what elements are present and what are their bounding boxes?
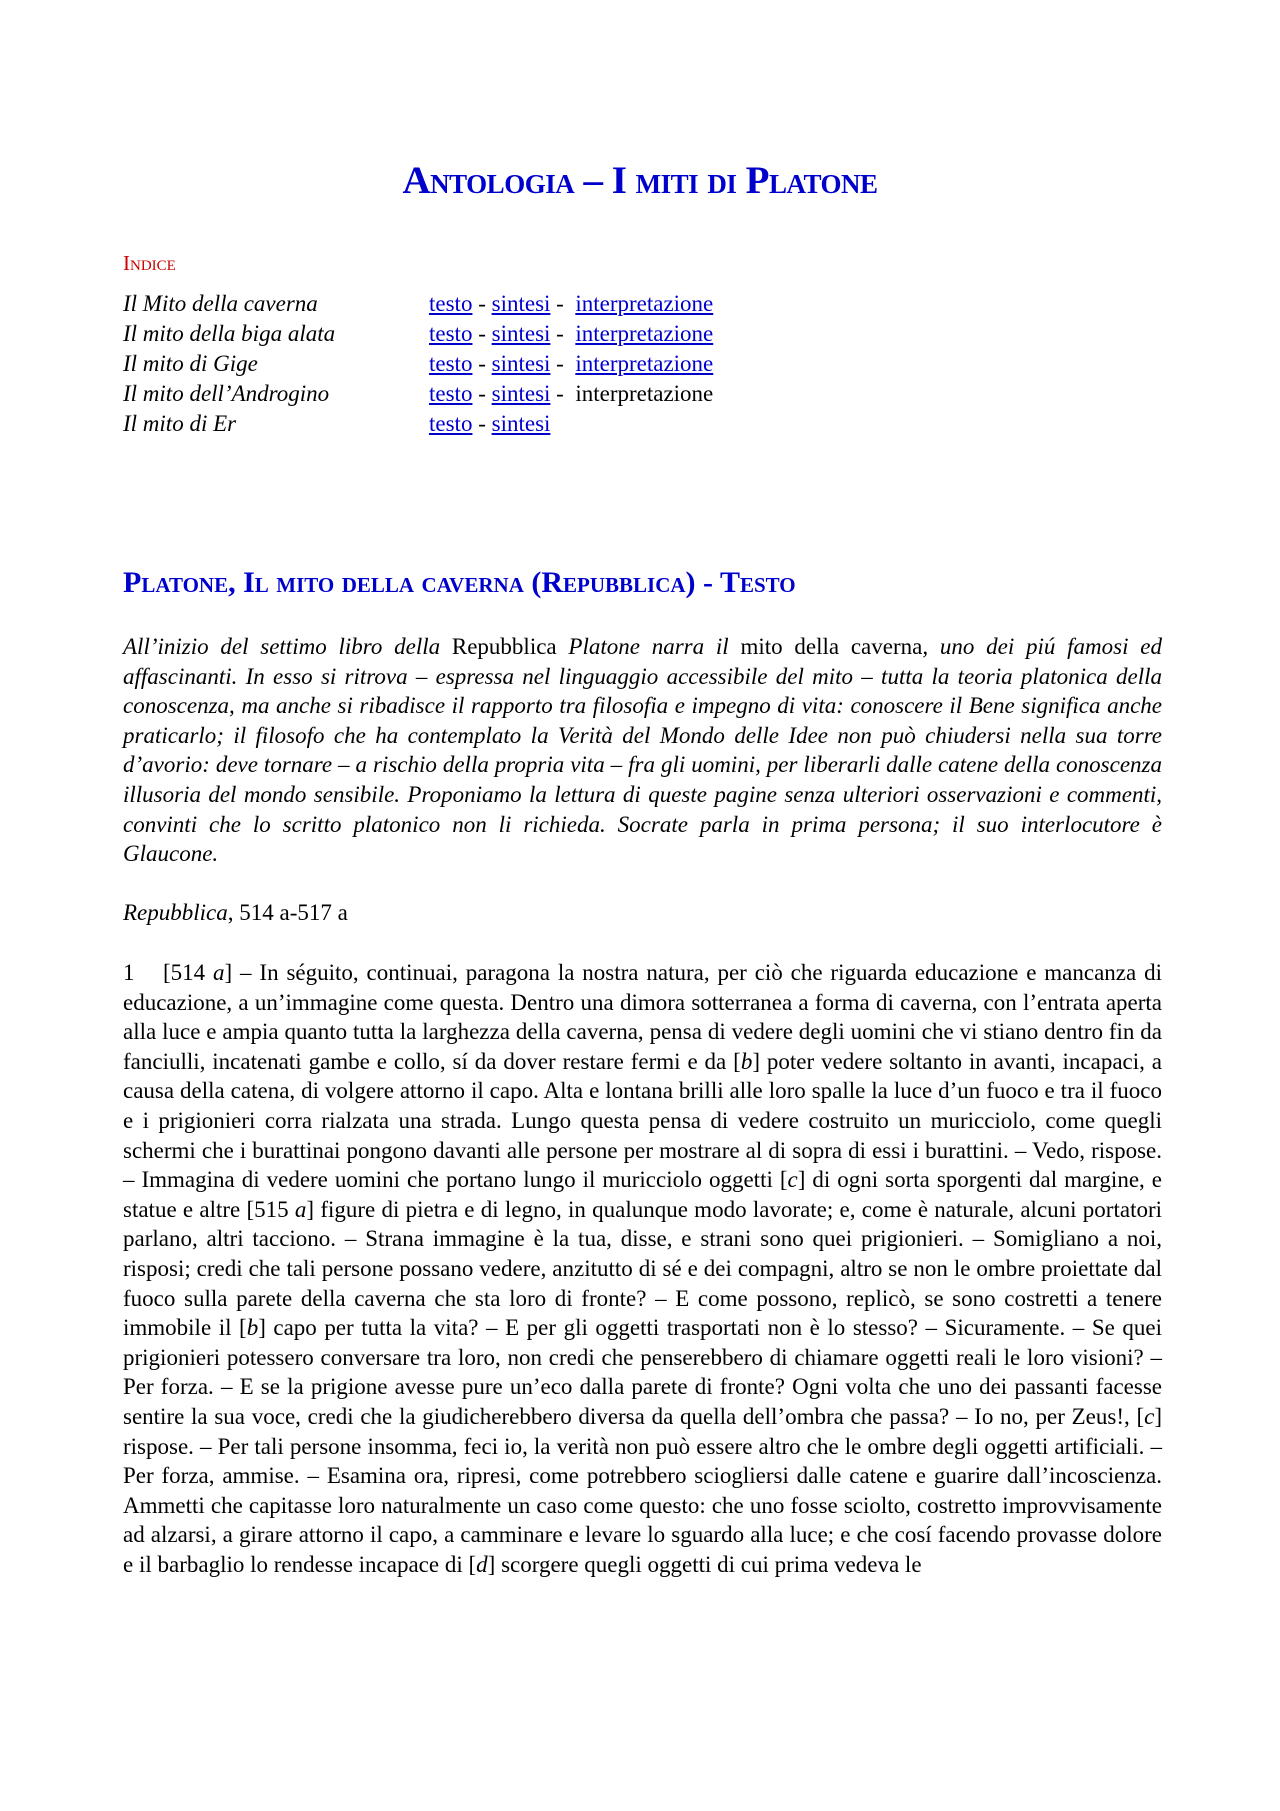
index-entry-links <box>429 379 713 409</box>
index-link-testo[interactable]: testo <box>429 321 473 346</box>
intro-paragraph <box>123 632 1162 869</box>
paragraph-number: 1 <box>123 960 135 985</box>
link-separator: - <box>550 381 576 406</box>
link-separator: - <box>472 291 492 316</box>
index-row <box>123 289 713 319</box>
index-entry-title: Il Mito della caverna <box>123 291 318 316</box>
intro-text: Platone narra il <box>556 634 741 659</box>
index-link-testo[interactable]: testo <box>429 411 473 436</box>
index-link-interpretazione[interactable]: interpretazione <box>575 321 714 346</box>
body-text: ] scorgere quegli oggetti di cui prima vedeva le <box>487 1551 922 1577</box>
index-entry-title: Il mito dell’Androgino <box>123 381 330 406</box>
index-link-sintesi[interactable]: sintesi <box>491 411 551 436</box>
stephanus-marker: b <box>246 1315 259 1341</box>
stephanus-marker: a <box>294 1196 307 1222</box>
index-link-testo[interactable]: testo <box>429 381 473 406</box>
stephanus-marker: d <box>476 1551 488 1577</box>
body-text: ] poter vedere soltanto in avanti, incapaci, a causa della catena, di volgere attorno il capo. Alta e lontana brilli alle loro spalle la luce d’un fuoco e tra il fuoco e i prigionieri corra rialzata una strada. Lungo questa pensa di vedere costruito un muricciolo, come quegli schermi che i burattinai pongono davanti alle persone per mostrare al di sopra di essi i burattini. – Vedo, rispose. – Immagina di vedere uomini che portano lungo il muricciolo oggetti [ <box>123 1048 1162 1193</box>
index-entry-links <box>429 289 713 319</box>
index-entry-title: Il mito della biga alata <box>123 321 336 346</box>
stephanus-marker: b <box>740 1048 753 1074</box>
index-row <box>123 379 713 409</box>
body-paragraph <box>123 958 1162 1579</box>
index-link-testo[interactable]: testo <box>429 291 473 316</box>
body-text: [514 <box>163 960 214 985</box>
stephanus-marker: c <box>1144 1403 1155 1429</box>
index-entry-links <box>429 319 713 349</box>
index-link-interpretazione[interactable]: interpretazione <box>575 351 714 376</box>
link-separator: - <box>472 411 492 436</box>
index-entry-title: Il mito di Er <box>123 411 237 436</box>
body-text: ] di ogni sorta sporgenti dal margine, e statue e altre [515 <box>123 1167 1162 1222</box>
index-link-sintesi[interactable]: sintesi <box>491 351 551 376</box>
body-text: ] – In séguito, continuai, paragona la nostra natura, per ciò che riguarda educazione e mancanza di educazione, a un’immagine come questa. Dentro una dimora sotterranea a forma di caverna, con l’entrata aperta alla luce e ampia quanto tutta la larghezza della caverna, pensa di vedere degli uomini che vi stiano dentro fin da fanciulli, incatenati gambe e collo, sí da dover restare fermi e da [ <box>123 960 1162 1074</box>
link-separator: - <box>472 351 492 376</box>
index-link-sintesi[interactable]: sintesi <box>491 381 551 406</box>
document-title: Antologia – I miti di Platone <box>402 159 878 202</box>
body-text: ] rispose. – Per tali persone insomma, feci io, la verità non può essere altro che le ombre degli oggetti artificiali. – Per forza, ammise. – Esamina ora, ripresi, come potrebbero sciogliersi dalle catene e guarire dall’incoscienza. Ammetti che capitasse loro naturalmente un caso come questo: che uno fosse sciolto, costretto improvvisamente ad alzarsi, a girare attorno il capo, a camminare e levare lo sguardo alla luce; e che cosí facendo provasse dolore e il barbaglio lo rendesse incapace di [ <box>123 1403 1162 1577</box>
stephanus-marker: a <box>213 960 225 985</box>
index-entry-links <box>429 349 713 379</box>
index-link-sintesi[interactable]: sintesi <box>491 291 551 316</box>
reference-passage: , 514 a-517 a <box>227 900 348 925</box>
index-link-interpretazione[interactable]: interpretazione <box>575 291 714 316</box>
link-separator: - <box>472 321 492 346</box>
section-heading: Platone, Il mito della caverna (Repubblica) - Testo <box>123 566 796 599</box>
intro-work-title: Repubblica <box>451 634 557 659</box>
index-row <box>123 409 713 439</box>
text-reference <box>123 900 348 926</box>
stephanus-marker: c <box>787 1167 798 1193</box>
index-row <box>123 319 713 349</box>
index-table <box>123 289 713 439</box>
link-separator: - <box>550 291 576 316</box>
index-link-sintesi[interactable]: sintesi <box>491 321 551 346</box>
link-separator: - <box>550 321 576 346</box>
intro-text: , uno dei piú famosi ed affascinanti. In esso si ritrova – espressa nel linguaggio accessibile del mito – tutta la teoria platonica della conoscenza, ma anche si ribadisce il rapporto tra filosofia e impegno di vita: conoscere il Bene significa anche praticarlo; il filosofo che ha contemplato la Verità del Mondo delle Idee non può chiudersi nella sua torre d’avorio: deve tornare – a rischio della propria vita – fra gli uomini, per liberarli dalle catene della conoscenza illusoria del mondo sensibile. Proponiamo la lettura di queste pagine senza ulteriori osservazioni e commenti, convinti che lo scritto platonico non li richieda. Socrate parla in prima persona; il suo interlocutore è Glaucone. <box>123 634 1162 867</box>
intro-text: All’inizio del settimo libro della <box>123 634 452 659</box>
index-entry-title: Il mito di Gige <box>123 351 258 376</box>
index-label: Indice <box>123 251 176 275</box>
body-text: ] figure di pietra e di legno, in qualunque modo lavorate; e, come è naturale, alcuni portatori parlano, altri tacciono. – Strana immagine è la tua, disse, e strani sono quei prigionieri. – Somigliano a noi, risposi; credi che tali persone possano vedere, anzitutto di sé e dei compagni, altro se non le ombre proiettate dal fuoco sulla parete della caverna che sta loro di fronte? – E come possono, replicò, se sono costretti a tenere immobile il [ <box>123 1196 1163 1341</box>
index-row <box>123 349 713 379</box>
reference-work: Repubblica <box>123 900 228 925</box>
index-link-testo[interactable]: testo <box>429 351 473 376</box>
link-separator: - <box>472 381 492 406</box>
index-entry-links <box>429 409 550 439</box>
index-link-interpretazione: interpretazione <box>575 381 714 406</box>
link-separator: - <box>550 351 576 376</box>
intro-myth-name: mito della caverna <box>740 634 923 659</box>
body-text: ] capo per tutta la vita? – E per gli oggetti trasportati non è lo stesso? – Sicuramente. – Se quei prigionieri potessero conversare tra loro, non credi che penserebbero di chiamare oggetti reali le loro visioni? – Per forza. – E se la prigione avesse pure un’eco dalla parete di fronte? Ogni volta che uno dei passanti facesse sentire la sua voce, credi che la giudicherebbero diversa da quella dell’ombra che passa? – Io no, per Zeus!, [ <box>123 1315 1162 1429</box>
